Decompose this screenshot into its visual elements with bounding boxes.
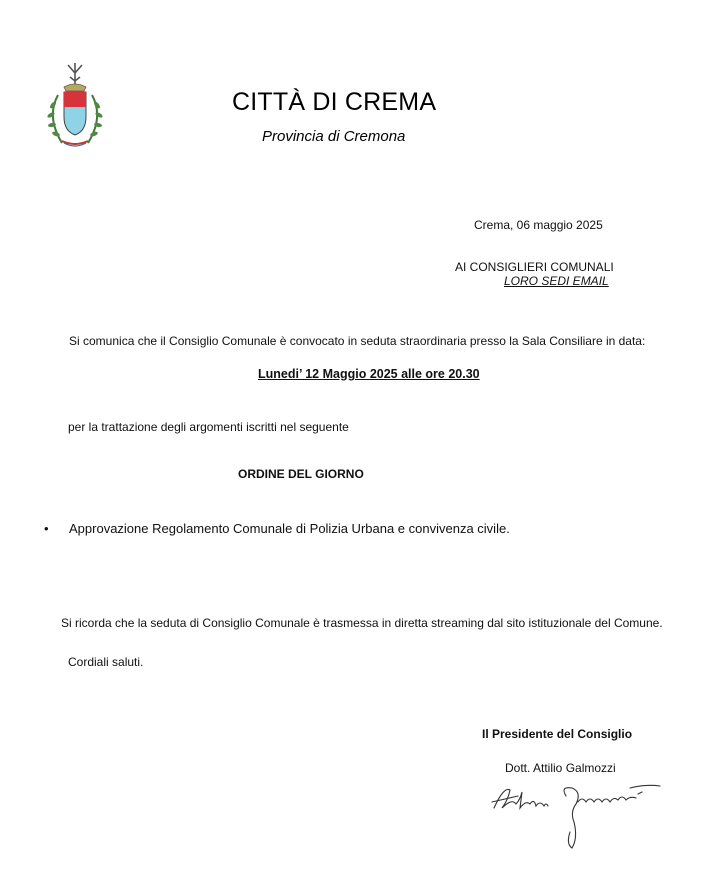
meeting-datetime: Lunedi’ 12 Maggio 2025 alle ore 20.30 xyxy=(258,367,480,381)
recipient: AI CONSIGLIERI COMUNALI xyxy=(455,260,614,274)
signer-name: Dott. Attilio Galmozzi xyxy=(505,761,616,775)
coat-of-arms-logo xyxy=(44,55,106,150)
signer-role: Il Presidente del Consiglio xyxy=(482,727,633,741)
city-title: CITTÀ DI CREMA xyxy=(232,88,437,116)
recipient-delivery: LORO SEDI EMAIL xyxy=(504,274,609,288)
closing-greeting: Cordiali saluti. xyxy=(68,655,144,669)
streaming-note: Si ricorda che la seduta di Consiglio Comunale è trasmessa in diretta streaming dal sito istituzionale del Comune. xyxy=(61,616,663,630)
agenda-intro: per la trattazione degli argomenti iscritti nel seguente xyxy=(68,420,349,434)
handwritten-signature xyxy=(490,778,670,853)
place-date: Crema, 06 maggio 2025 xyxy=(474,218,603,232)
list-bullet: • xyxy=(44,521,49,536)
agenda-item: Approvazione Regolamento Comunale di Polizia Urbana e convivenza civile. xyxy=(69,521,510,536)
province-subtitle: Provincia di Cremona xyxy=(262,128,406,145)
intro-paragraph: Si comunica che il Consiglio Comunale è convocato in seduta straordinaria presso la Sala Consiliare in data: xyxy=(69,334,646,348)
agenda-title: ORDINE DEL GIORNO xyxy=(238,467,364,481)
